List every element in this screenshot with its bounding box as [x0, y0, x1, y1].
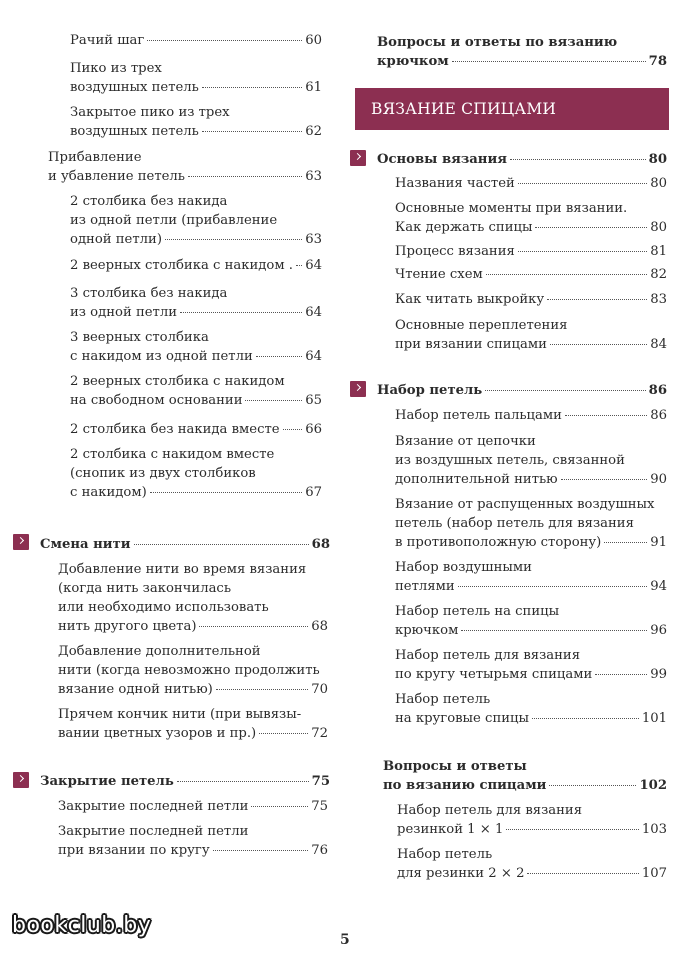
toc-entry: [70, 420, 322, 439]
toc-entry: [395, 316, 667, 354]
toc-entry: [395, 199, 667, 237]
dot-leader: [486, 274, 647, 275]
dot-leader: [518, 183, 647, 184]
dot-leader: [251, 806, 308, 807]
toc-entry-title: по вязанию спицами: [383, 778, 547, 793]
toc-entry-row: [70, 31, 322, 50]
toc-entry-title: с накидом из одной петли: [70, 349, 253, 364]
toc-page-number: 66: [305, 422, 322, 437]
toc-entry-title: Как держать спицы: [395, 220, 533, 235]
toc-entry-row: [397, 864, 667, 883]
toc-entry-row: [395, 406, 667, 425]
toc-entry-line: Набор петель: [397, 847, 493, 862]
toc-entry: [395, 495, 667, 552]
toc-page-number: 60: [305, 33, 322, 48]
toc-page-number: 96: [650, 623, 667, 638]
toc-page-number: 101: [641, 711, 667, 726]
toc-page-number: 64: [305, 258, 322, 273]
toc-page-number: 70: [311, 682, 328, 697]
dot-leader: [165, 239, 302, 240]
dot-leader: [296, 265, 302, 266]
toc-entry-line: или необходимо использовать: [58, 600, 269, 615]
toc-entry: [70, 256, 322, 275]
toc-entry-row: [70, 420, 322, 439]
toc-entry-title: Названия частей: [395, 176, 515, 191]
toc-entry: [48, 148, 322, 186]
toc-entry-line: Прибавление: [48, 150, 142, 165]
toc-entry: [70, 192, 322, 249]
toc-entry-line: Набор петель для вязания: [395, 648, 581, 663]
toc-entry-title: вании цветных узоров и пр.): [58, 726, 257, 741]
toc-entry-title: 2 столбика без накида вместе: [70, 422, 280, 437]
toc-entry-row: [377, 381, 667, 400]
toc-entry-line: петель (набор петель для вязания: [395, 516, 634, 531]
toc-page-number: 81: [650, 244, 667, 259]
toc-entry: [395, 646, 667, 684]
toc-page-number: 78: [648, 54, 667, 69]
toc-entry-row: [58, 724, 328, 743]
dot-leader: [256, 356, 302, 357]
toc-page-number: 75: [311, 774, 330, 789]
toc-page-number: 63: [305, 169, 322, 184]
toc-entry-title: Рачий шаг: [70, 33, 145, 48]
toc-page-number: 64: [305, 349, 322, 364]
toc-entry-line: из одной петли (прибавление: [70, 213, 278, 228]
toc-entry: [70, 103, 322, 141]
dot-leader: [458, 586, 648, 587]
toc-entry-title: крючком: [377, 54, 449, 69]
dot-leader: [180, 312, 302, 313]
toc-entry-line: Пико из трех: [70, 61, 162, 76]
section-heading-casting-on: [377, 381, 667, 400]
toc-entry-title: воздушных петель: [70, 124, 199, 139]
toc-entry-title: на круговые спицы: [395, 711, 529, 726]
toc-page-number: 62: [305, 124, 322, 139]
toc-entry-line: Набор петель для вязания: [397, 803, 583, 818]
section-heading-qa-knitting: [383, 757, 667, 795]
toc-entry-title: в противоположную сторону): [395, 535, 602, 550]
toc-page-number: 86: [648, 383, 667, 398]
toc-page-number: 84: [650, 337, 667, 352]
toc-entry-line: Набор петель: [395, 692, 491, 707]
toc-page-number: 99: [650, 667, 667, 682]
toc-entry-row: [397, 820, 667, 839]
toc-entry-line: Вопросы и ответы: [383, 759, 527, 774]
dot-leader: [561, 479, 648, 480]
section-marker-icon: [350, 381, 366, 397]
toc-page-number: 94: [650, 579, 667, 594]
dot-leader: [177, 781, 309, 782]
toc-entry-line: Вязание от цепочки: [395, 434, 536, 449]
dot-leader: [452, 61, 646, 62]
dot-leader: [485, 390, 645, 391]
toc-entry-row: [58, 841, 328, 860]
toc-entry: [397, 845, 667, 883]
toc-entry-title: Набор петель: [377, 383, 483, 398]
toc-entry-row: [58, 797, 328, 816]
section-heading-knitting-basics: [377, 150, 667, 169]
toc-entry-row: [395, 577, 667, 596]
toc-entry-title: на свободном основании: [70, 393, 243, 408]
watermark: bookclub.by: [12, 913, 152, 938]
dot-leader: [199, 626, 308, 627]
toc-entry-line: Основные моменты при вязании.: [395, 201, 628, 216]
toc-entry: [395, 406, 667, 425]
toc-entry-line: 3 веерных столбика: [70, 330, 209, 345]
chapter-banner-knitting: ВЯЗАНИЕ СПИЦАМИ: [355, 88, 669, 130]
toc-entry-title: при вязании спицами: [395, 337, 547, 352]
toc-page-number: 68: [311, 619, 328, 634]
toc-page-number: 61: [305, 80, 322, 95]
toc-page-number: 72: [311, 726, 328, 741]
toc-entry-line: из воздушных петель, связанной: [395, 453, 625, 468]
toc-page-number: 107: [641, 866, 667, 881]
dot-leader: [461, 630, 647, 631]
toc-page-number: 65: [305, 393, 322, 408]
dot-leader: [527, 873, 638, 874]
toc-entry-title: резинкой 1 × 1: [397, 822, 504, 837]
toc-entry-line: нити (когда невозможно продолжить: [58, 663, 320, 678]
toc-entry: [395, 690, 667, 728]
toc-entry-line: Добавление нити во время вязания: [58, 562, 307, 577]
toc-entry: [70, 328, 322, 366]
toc-entry-row: [395, 174, 667, 193]
toc-entry-row: [70, 483, 322, 502]
toc-page-number: 102: [639, 778, 667, 793]
toc-entry-row: [395, 470, 667, 489]
dot-leader: [565, 415, 647, 416]
toc-page-number: 63: [305, 232, 322, 247]
toc-entry-row: [377, 150, 667, 169]
toc-page-number: 80: [650, 220, 667, 235]
toc-page-number: 64: [305, 305, 322, 320]
toc-entry: [70, 31, 322, 50]
toc-entry-title: Смена нити: [40, 537, 131, 552]
toc-entry-row: [58, 617, 328, 636]
section-marker-icon: [350, 150, 366, 166]
toc-entry: [395, 265, 667, 284]
toc-entry-row: [70, 303, 322, 322]
dot-leader: [518, 251, 647, 252]
toc-entry: [395, 558, 667, 596]
toc-entry-line: Вопросы и ответы по вязанию: [377, 35, 618, 50]
toc-page-number: 75: [311, 799, 328, 814]
toc-entry-title: Основы вязания: [377, 152, 507, 167]
toc-entry-line: Основные переплетения: [395, 318, 568, 333]
toc-entry-line: Набор воздушными: [395, 560, 532, 575]
toc-entry-row: [70, 347, 322, 366]
dot-leader: [188, 176, 302, 177]
toc-entry-title: Чтение схем: [395, 267, 483, 282]
dot-leader: [202, 131, 302, 132]
toc-entry-title: Процесс вязания: [395, 244, 515, 259]
toc-entry-line: 2 столбика без накида: [70, 194, 228, 209]
toc-entry: [395, 242, 667, 261]
dot-leader: [202, 87, 302, 88]
toc-entry-title: при вязании по кругу: [58, 843, 210, 858]
toc-entry: [58, 560, 328, 636]
dot-leader: [216, 689, 308, 690]
section-marker-icon: [13, 534, 29, 550]
toc-entry-line: 2 веерных столбика с накидом: [70, 374, 285, 389]
toc-entry-line: Набор петель на спицы: [395, 604, 560, 619]
toc-entry: [395, 432, 667, 489]
dot-leader: [245, 400, 302, 401]
toc-entry-title: для резинки 2 × 2: [397, 866, 525, 881]
dot-leader: [595, 674, 647, 675]
toc-entry-line: 2 столбика с накидом вместе: [70, 447, 275, 462]
toc-entry-title: Набор петель пальцами: [395, 408, 562, 423]
toc-page-number: 76: [311, 843, 328, 858]
toc-entry: [70, 445, 322, 502]
page-number: 5: [340, 932, 350, 948]
toc-entry-line: Вязание от распущенных воздушных: [395, 497, 655, 512]
toc-entry-row: [395, 218, 667, 237]
toc-entry-title: крючком: [395, 623, 459, 638]
toc-entry-row: [395, 621, 667, 640]
toc-page-number: 82: [650, 267, 667, 282]
toc-entry-line: (снопик из двух столбиков: [70, 466, 256, 481]
dot-leader: [283, 429, 303, 430]
toc-entry-title: петлями: [395, 579, 455, 594]
toc-page-number: 80: [648, 152, 667, 167]
toc-entry-title: Закрытие последней петли: [58, 799, 249, 814]
toc-page-number: 80: [650, 176, 667, 191]
toc-page-number: 90: [650, 472, 667, 487]
dot-leader: [213, 850, 309, 851]
toc-entry-row: [395, 335, 667, 354]
dot-leader: [550, 344, 647, 345]
toc-entry-title: и убавление петель: [48, 169, 185, 184]
toc-entry-title: с накидом): [70, 485, 147, 500]
toc-entry-title: воздушных петель: [70, 80, 199, 95]
dot-leader: [150, 492, 302, 493]
toc-entry-row: [70, 122, 322, 141]
toc-entry-title: из одной петли: [70, 305, 178, 320]
toc-entry-row: [395, 533, 667, 552]
dot-leader: [547, 299, 647, 300]
dot-leader: [147, 40, 302, 41]
toc-page-number: 86: [650, 408, 667, 423]
toc-entry-title: одной петли): [70, 232, 162, 247]
toc-entry-row: [395, 290, 667, 309]
toc-entry-row: [70, 230, 322, 249]
toc-page-number: 91: [650, 535, 667, 550]
toc-entry-title: Как читать выкройку: [395, 292, 545, 307]
toc-page-number: 83: [650, 292, 667, 307]
dot-leader: [532, 718, 639, 719]
toc-entry: [395, 290, 667, 309]
toc-entry-row: [395, 242, 667, 261]
toc-entry-line: Добавление дополнительной: [58, 644, 261, 659]
toc-entry: [70, 284, 322, 322]
toc-page-number: 103: [641, 822, 667, 837]
toc-entry: [58, 705, 328, 743]
toc-entry: [70, 59, 322, 97]
toc-entry-title: 2 веерных столбика с накидом .: [70, 258, 293, 273]
toc-entry-row: [70, 391, 322, 410]
dot-leader: [549, 785, 636, 786]
toc-entry-row: [395, 665, 667, 684]
toc-page-number: 68: [311, 537, 330, 552]
dot-leader: [134, 544, 309, 545]
toc-entry-row: [58, 680, 328, 699]
toc-page-number: 67: [305, 485, 322, 500]
dot-leader: [506, 829, 638, 830]
toc-entry: [58, 797, 328, 816]
toc-entry: [58, 822, 328, 860]
toc-entry-title: Закрытие петель: [40, 774, 174, 789]
toc-entry-line: Закрытие последней петли: [58, 824, 249, 839]
dot-leader: [535, 227, 647, 228]
dot-leader: [510, 159, 646, 160]
toc-entry-line: Прячем кончик нити (при вывязы-: [58, 707, 302, 722]
toc-entry-title: дополнительной нитью: [395, 472, 558, 487]
toc-entry: [395, 174, 667, 193]
toc-entry-row: [40, 535, 330, 554]
toc-entry-row: [40, 772, 330, 791]
dot-leader: [259, 733, 308, 734]
toc-entry-row: [70, 78, 322, 97]
toc-entry-title: по кругу четырьмя спицами: [395, 667, 593, 682]
toc-entry: [397, 801, 667, 839]
section-heading-thread-change: [40, 535, 330, 554]
section-heading-qa-crochet: [377, 33, 667, 71]
toc-entry: [395, 602, 667, 640]
toc-entry-title: вязание одной нитью): [58, 682, 213, 697]
toc-entry-row: [48, 167, 322, 186]
toc-entry-line: 3 столбика без накида: [70, 286, 228, 301]
section-heading-binding-off: [40, 772, 330, 791]
toc-entry-line: (когда нить закончилась: [58, 581, 231, 596]
toc-entry-row: [395, 709, 667, 728]
toc-entry-row: [70, 256, 322, 275]
section-marker-icon: [13, 772, 29, 788]
toc-entry-title: нить другого цвета): [58, 619, 197, 634]
toc-entry-row: [383, 776, 667, 795]
toc-entry: [58, 642, 328, 699]
toc-entry-line: Закрытое пико из трех: [70, 105, 230, 120]
toc-entry-row: [377, 52, 667, 71]
toc-entry: [70, 372, 322, 410]
dot-leader: [604, 542, 647, 543]
toc-entry-row: [395, 265, 667, 284]
